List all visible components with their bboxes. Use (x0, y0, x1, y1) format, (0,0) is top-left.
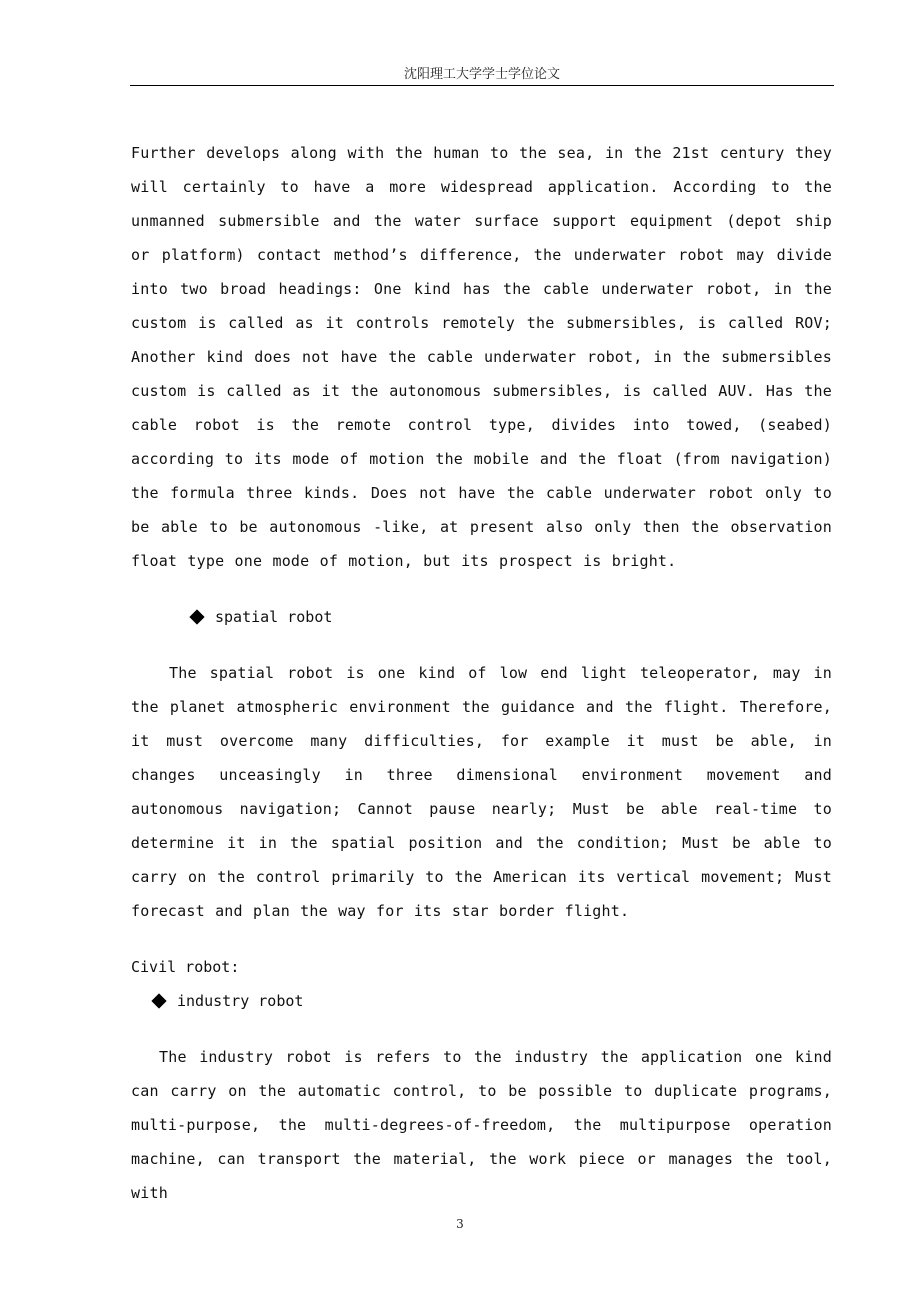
bullet-label: industry robot (177, 992, 304, 1010)
diamond-bullet-icon (151, 993, 166, 1008)
running-header: 沈阳理工大学学士学位论文 (403, 67, 560, 82)
paragraph-spatial-robot: The spatial robot is one kind of low end light teleoperator, may in the planet atmospheric environment the guidance and the flight. Therefore, it must overcome many difficulties, for example it must be able, in changes unceasingly in three dimensional environment movement and autonomous navigation; Cannot pause nearly; Must be able real-time to determine it in the spatial position and the condition; Must be able to carry on the control primarily to the American its vertical movement; Must forecast and plan the way for its star border flight. (131, 664, 832, 920)
paragraph-underwater-robot: Further develops along with the human to the sea, in the 21st century they will certainly to have a more widespread application. According to the unmanned submersible and the water surface support equipment (depot ship or platform) contact method’s difference, the underwater robot may divide into two broad headings: One kind has the cable underwater robot, in the custom is called as it controls remotely the submersibles, is called ROV; Another kind does not have the cable underwater robot, in the submersibles custom is called as it the autonomous submersibles, is called AUV. Has the cable robot is the remote control type, divides into towed, (seabed) according to its mode of motion the mobile and the float (from navigation) the formula three kinds. Does not have the cable underwater robot only to be able to be autonomous -like, at present also only then the observation float type one mode of motion, but its prospect is bright. (131, 144, 832, 570)
spacer (131, 634, 832, 656)
page-body (131, 136, 832, 1210)
page-number: 3 (456, 1217, 464, 1231)
bullet-item-spatial-robot (131, 600, 832, 634)
spacer (131, 1018, 832, 1040)
diamond-bullet-icon (189, 609, 204, 624)
paragraph-industry-robot: The industry robot is refers to the industry the application one kind can carry on the automatic control, to be possible to duplicate programs, multi-purpose, the multi-degrees-of-freedom, the multipurpose operation machine, can transport the material, the work piece or manages the tool, with (131, 1048, 832, 1202)
section-heading-civil-robot: Civil robot: (131, 958, 240, 976)
header-rule (130, 85, 834, 86)
bullet-item-industry-robot (131, 984, 832, 1018)
bullet-label: spatial robot (215, 608, 333, 626)
spacer (131, 578, 832, 600)
spacer (131, 928, 832, 950)
